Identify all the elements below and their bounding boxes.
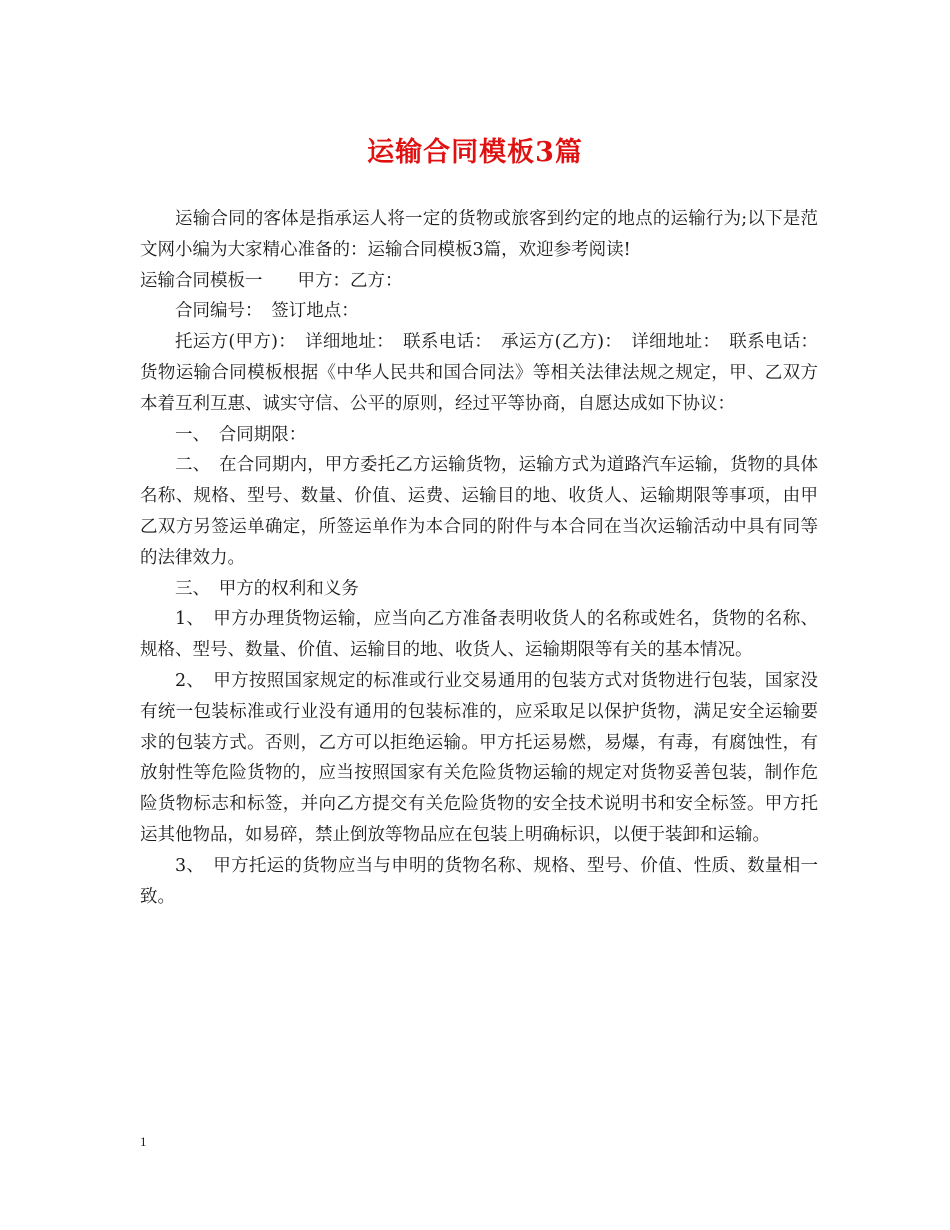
- paragraph-item-3: 3、 甲方托运的货物应当与申明的货物名称、规格、型号、价值、性质、数量相一致。: [140, 855, 818, 907]
- document-title: 运输合同模板3篇: [367, 137, 583, 168]
- paragraph-section-2: 二、 在合同期内，甲方委托乙方运输货物，运输方式为道路汽车运输，货物的具体名称、规格、型号、数量、价值、运费、运输目的地、收货人、运输期限等事项，由甲乙双方另签运单确定，所签运单作为本合同的附件与本合同在当次运输活动中具有同等的法律效力。: [140, 455, 818, 568]
- paragraph-section-3: 三、 甲方的权利和义务: [175, 578, 359, 599]
- paragraph-template-heading: 运输合同模板一 甲方：乙方：: [140, 270, 403, 291]
- paragraph-parties: 托运方(甲方)： 详细地址： 联系电话： 承运方(乙方)： 详细地址： 联系电话：货物运输合同模板根据《中华人民共和国合同法》等相关法律法规之规定，甲、乙双方本着互利互惠、诚实守信、公平的原则，经过平等协商，自愿达成如下协议：: [140, 332, 818, 414]
- page-number: 1: [140, 1134, 147, 1149]
- paragraph-item-2: 2、 甲方按照国家规定的标准或行业交易通用的包装方式对货物进行包装，国家没有统一包装标准或行业没有通用的包装标准的，应采取足以保护货物，满足安全运输要求的包装方式。否则，乙方可以拒绝运输。甲方托运易燃，易爆，有毒，有腐蚀性，有放射性等危险货物的，应当按照国家有关危险货物运输的规定对货物妥善包装，制作危险货物标志和标签，并向乙方提交有关危险货物的安全技术说明书和安全标签。甲方托运其他物品，如易碎，禁止倒放等物品应在包装上明确标识，以便于装卸和运输。: [140, 670, 818, 845]
- paragraph-section-1: 一、 合同期限：: [175, 424, 307, 445]
- paragraph-item-1: 1、 甲方办理货物运输，应当向乙方准备表明收货人的名称或姓名，货物的名称、规格、型号、数量、价值、运输目的地、收货人、运输期限等有关的基本情况。: [140, 609, 818, 661]
- paragraph-contract-number: 合同编号： 签订地点：: [175, 301, 359, 322]
- paragraph-intro: 运输合同的客体是指承运人将一定的货物或旅客到约定的地点的运输行为;以下是范文网小编为大家精心准备的：运输合同模板3篇，欢迎参考阅读!: [140, 209, 818, 260]
- document-body: [140, 204, 818, 912]
